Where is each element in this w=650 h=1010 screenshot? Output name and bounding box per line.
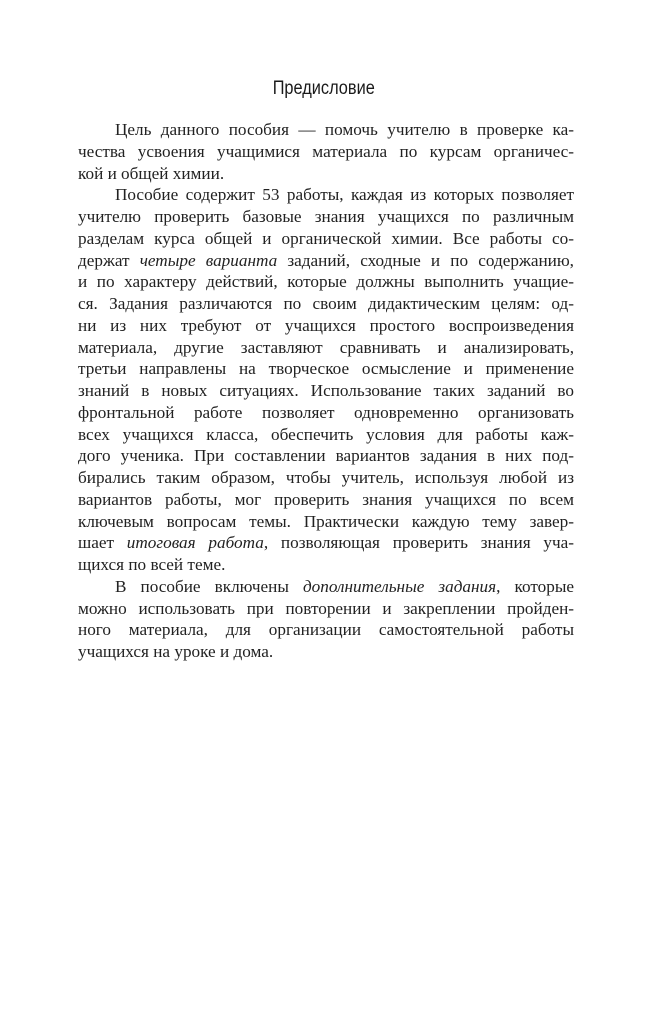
emphasis-text: итоговая работа: [126, 533, 264, 553]
text-line: фронтальной работе позволяет одновременно организовать: [78, 402, 574, 422]
text-line: держат четыре варианта заданий, сходные и по содержанию,: [78, 250, 574, 270]
emphasis-text: четыре варианта: [139, 250, 278, 270]
text-line: и по характеру действий, которые должны выполнить учащие-: [78, 272, 574, 292]
paragraph: [78, 119, 574, 184]
text-line: ся. Задания различаются по своим дидактическим целям: од-: [78, 294, 574, 313]
paragraph: [78, 184, 574, 576]
text-line: разделам курса общей и органической химии. Все работы со-: [78, 228, 574, 248]
text-line: третьи направлены на творческое осмысление и применение: [78, 359, 574, 379]
text-line: щихся по всей теме.: [78, 555, 226, 574]
text-line: В пособие включены дополнительные задания, которые: [115, 576, 574, 596]
text-line: вариантов работы, мог проверить знания учащихся по всем: [78, 489, 574, 509]
text-line: учителю проверить базовые знания учащихся по различным: [78, 207, 574, 226]
emphasis-text: дополнительные задания: [302, 576, 497, 596]
text-line: дого ученика. При составлении вариантов задания в них под-: [78, 446, 574, 466]
document-body: [78, 119, 574, 663]
page-title: Предисловие: [272, 78, 375, 99]
text-line: ного материала, для организации самостоятельной работы: [78, 620, 574, 640]
text-line: Цель данного пособия — помочь учителю в проверке ка-: [115, 120, 574, 139]
text-line: можно использовать при повторении и закреплении пройден-: [78, 598, 574, 618]
text-line: всех учащихся класса, обеспечить условия для работы каж-: [78, 424, 574, 444]
text-line: бирались таким образом, чтобы учитель, используя любой из: [78, 468, 574, 487]
text-line: кой и общей химии.: [78, 163, 225, 183]
paragraph: [78, 576, 574, 663]
text-line: чества усвоения учащимися материала по курсам органичес-: [78, 141, 574, 161]
text-line: Пособие содержит 53 работы, каждая из которых позволяет: [115, 185, 574, 205]
text-line: ни из них требуют от учащихся простого воспроизведения: [78, 315, 574, 335]
text-line: учащихся на уроке и дома.: [78, 642, 274, 661]
text-line: шает итоговая работа, позволяющая проверить знания уча-: [78, 533, 574, 553]
text-line: материала, другие заставляют сравнивать и анализировать,: [78, 337, 574, 357]
text-line: знаний в новых ситуациях. Использование таких заданий во: [78, 381, 574, 400]
text-line: ключевым вопросам темы. Практически каждую тему завер-: [78, 511, 574, 531]
